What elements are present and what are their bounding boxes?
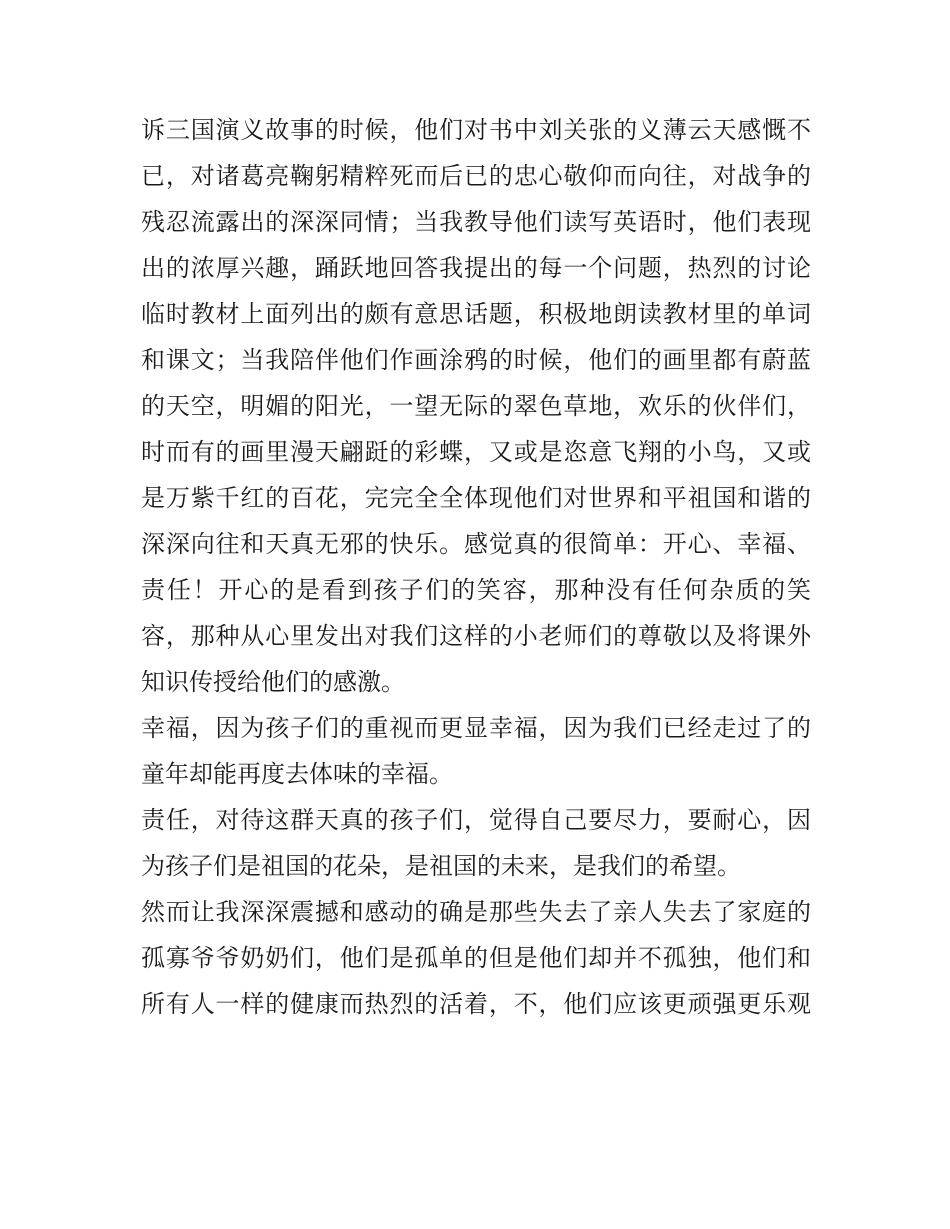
text-line: 知识传授给他们的感激。 — [141, 668, 405, 696]
text-line: 所有人一样的健康而热烈的活着，不，他们应该更顽强更乐观 — [141, 990, 811, 1018]
text-line: 为孩子们是祖国的花朵，是祖国的未来，是我们的希望。 — [141, 852, 741, 880]
text-line: 责任！开心的是看到孩子们的笑容，那种没有任何杂质的笑 — [141, 576, 811, 604]
text-line: 深深向往和天真无邪的快乐。感觉真的很简单：开心、幸福、 — [141, 530, 811, 558]
text-line: 已，对诸葛亮鞠躬精粹死而后已的忠心敬仰而向往，对战争的 — [141, 162, 811, 190]
text-line: 然而让我深深震撼和感动的确是那些失去了亲人失去了家庭的 — [141, 898, 811, 926]
text-line: 的天空，明媚的阳光，一望无际的翠色草地，欢乐的伙伴们， — [141, 392, 811, 420]
text-line: 残忍流露出的深深同情；当我教导他们读写英语时，他们表现 — [141, 208, 811, 236]
text-line: 责任，对待这群天真的孩子们，觉得自己要尽力，要耐心，因 — [141, 806, 811, 834]
text-line: 时而有的画里漫天翩跹的彩蝶，又或是恣意飞翔的小鸟，又或 — [141, 438, 811, 466]
text-line: 和课文；当我陪伴他们作画涂鸦的时候，他们的画里都有蔚蓝 — [141, 346, 811, 374]
text-line: 临时教材上面列出的颇有意思话题，积极地朗读教材里的单词 — [141, 300, 811, 328]
text-line: 童年却能再度去体味的幸福。 — [141, 760, 453, 788]
document-body — [141, 107, 811, 1027]
text-line: 是万紫千红的百花，完完全全体现他们对世界和平祖国和谐的 — [141, 484, 811, 512]
text-line: 容，那种从心里发出对我们这样的小老师们的尊敬以及将课外 — [141, 622, 811, 650]
text-line: 孤寡爷爷奶奶们，他们是孤单的但是他们却并不孤独，他们和 — [141, 944, 811, 972]
text-line: 诉三国演义故事的时候，他们对书中刘关张的义薄云天感慨不 — [141, 116, 811, 144]
text-line: 出的浓厚兴趣，踊跃地回答我提出的每一个问题，热烈的讨论 — [141, 254, 811, 282]
text-line: 幸福，因为孩子们的重视而更显幸福，因为我们已经走过了的 — [141, 714, 811, 742]
